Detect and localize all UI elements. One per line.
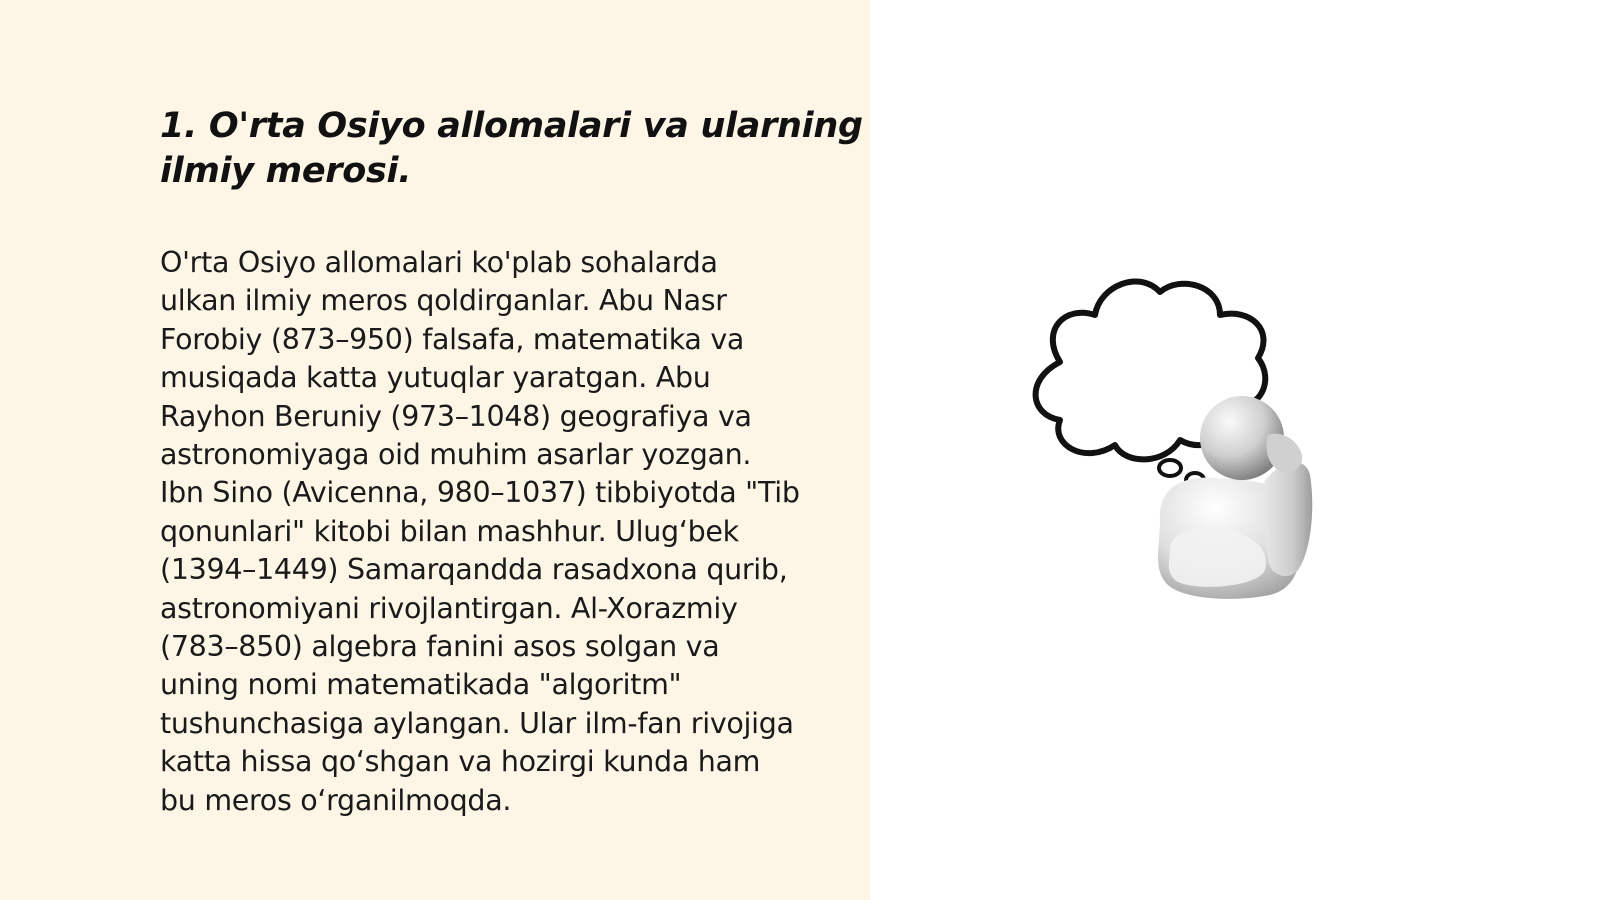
thinking-person-illustration xyxy=(1020,270,1350,620)
body-line: qonunlari" kitobi bilan mashhur. Ulug‘bek xyxy=(160,514,739,548)
body-line: O'rta Osiyo allomalari ko'plab sohalarda xyxy=(160,246,718,279)
title-line: 1. O'rta Osiyo allomalari va ularning xyxy=(160,106,863,146)
body-line: Forobiy (873–950) falsafa, matematika va xyxy=(160,322,745,356)
body-line: astronomiyani rivojlantirgan. Al-Xorazmiy xyxy=(160,591,738,625)
body-line: (783–850) algebra fanini asos solgan va xyxy=(160,630,720,664)
body-line: katta hissa qo‘shgan va hozirgi kunda ham xyxy=(160,745,761,779)
title-line: ilmiy merosi. xyxy=(160,151,412,191)
body-line: astronomiyaga oid muhim asarlar yozgan. xyxy=(160,438,752,472)
body-line: ulkan ilmiy meros qoldirganlar. Abu Nasr xyxy=(160,284,727,318)
body-line: tushunchasiga aylangan. Ular ilm-fan rivojiga xyxy=(160,706,794,740)
body-line: (1394–1449) Samarqandda rasadxona qurib, xyxy=(160,553,788,587)
slide-body xyxy=(160,244,860,820)
body-line: uning nomi matematikada "algoritm" xyxy=(160,668,682,702)
body-line: musiqada katta yutuqlar yaratgan. Abu xyxy=(160,361,711,395)
body-line: Ibn Sino (Avicenna, 980–1037) tibbiyotda "Tib xyxy=(160,476,800,510)
slide-title xyxy=(160,104,863,194)
body-line: Rayhon Beruniy (973–1048) geografiya va xyxy=(160,399,752,433)
body-line: bu meros o‘rganilmoqda. xyxy=(160,783,512,817)
